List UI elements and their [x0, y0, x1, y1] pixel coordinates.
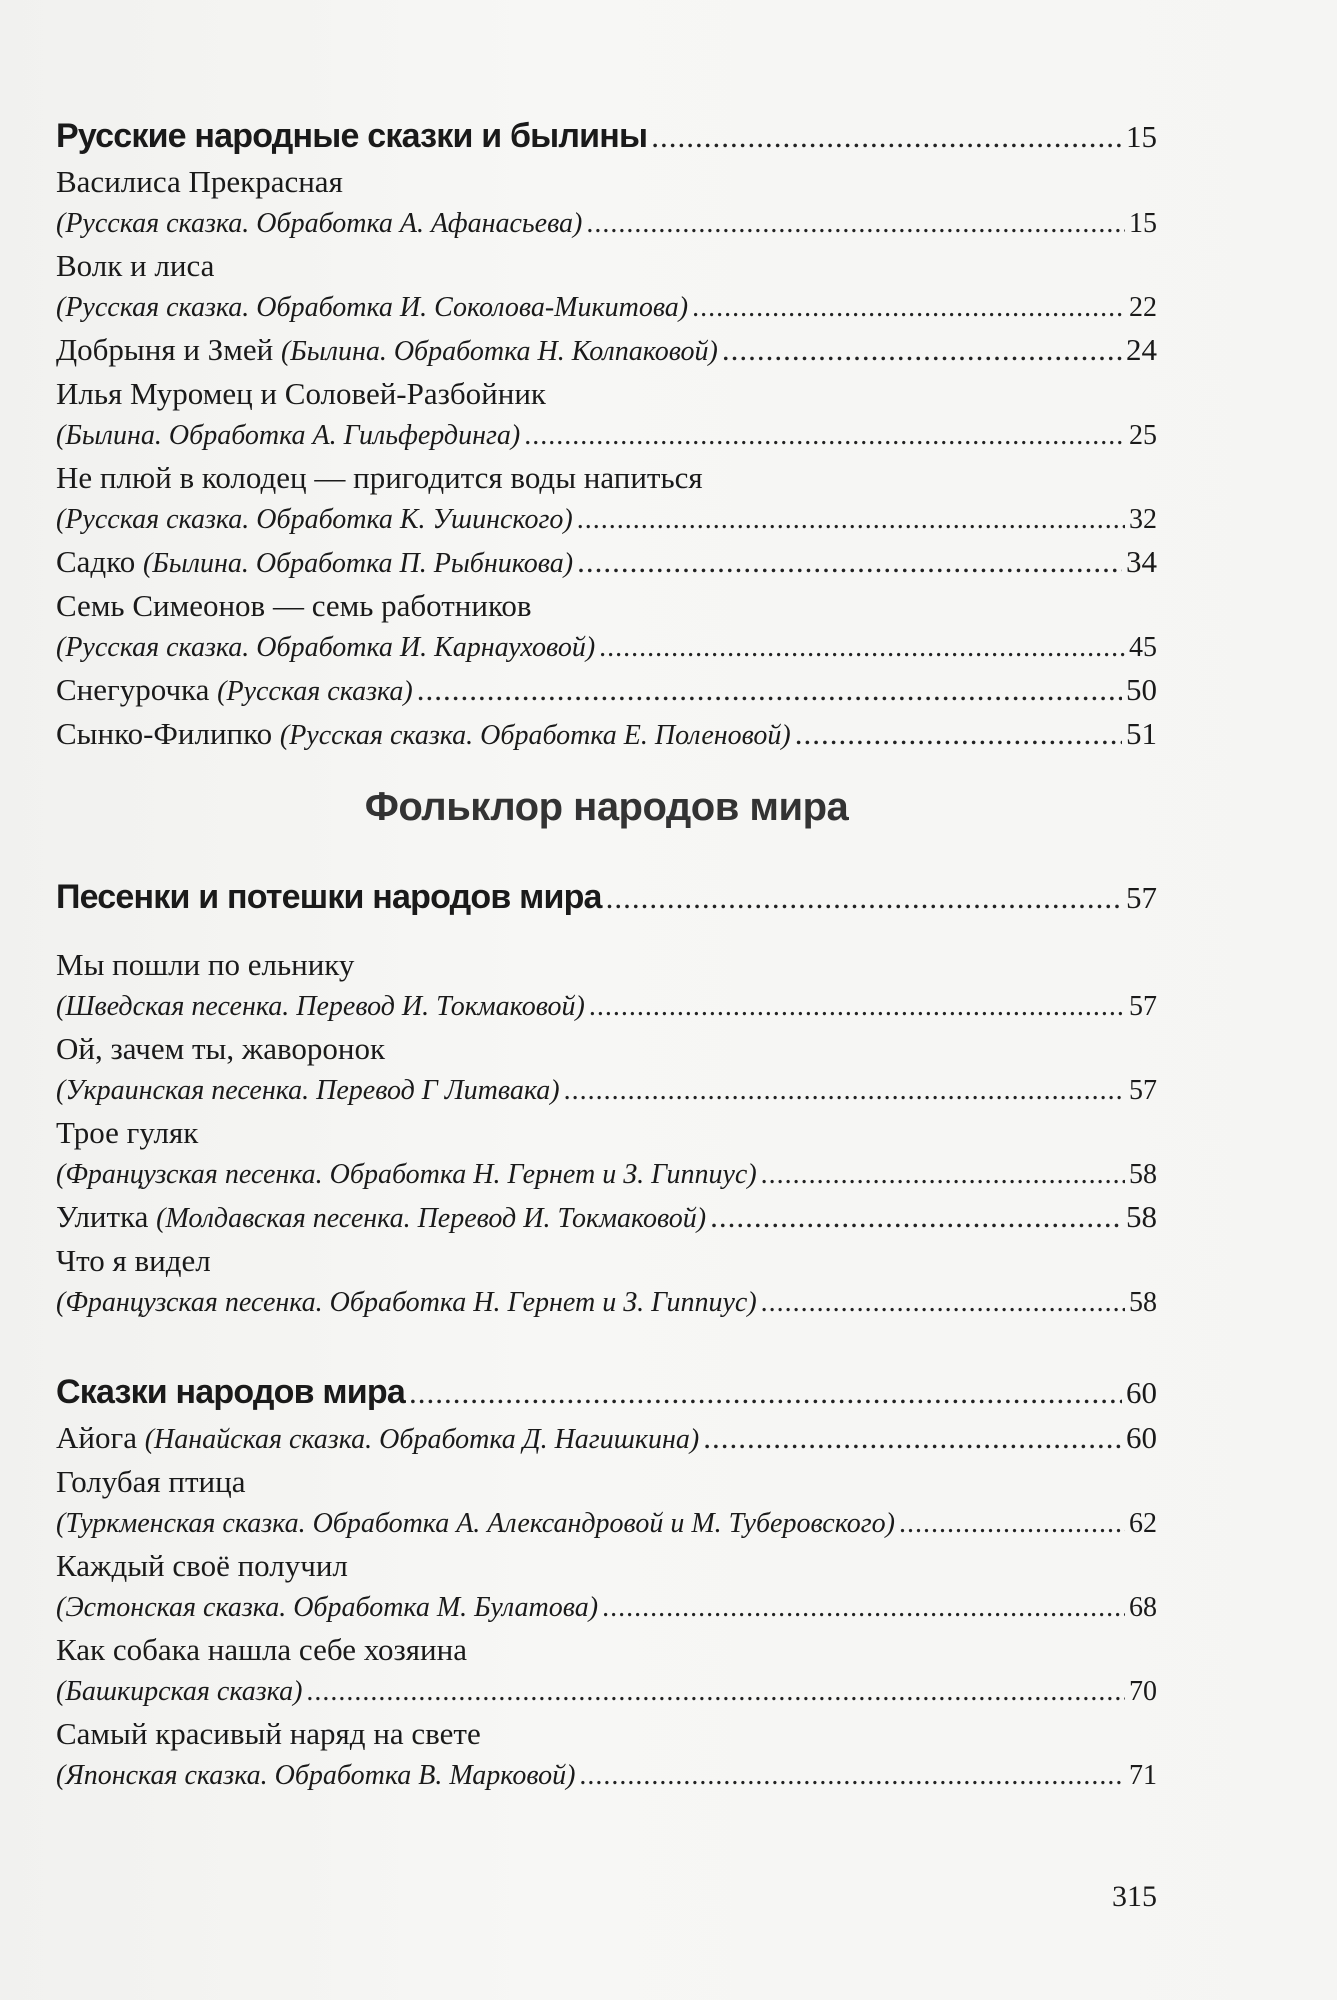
leader-dots	[722, 329, 1122, 371]
leader-dots	[606, 874, 1122, 922]
leader-dots	[692, 287, 1125, 329]
leader-dots	[409, 1369, 1122, 1417]
entry-title: Как собака нашла себе хозяина	[56, 1632, 467, 1667]
leader-dots	[564, 1070, 1125, 1112]
toc-entry[interactable]	[56, 1755, 1157, 1797]
entry-source: (Молдавская песенка. Перевод И. Токмаковой)	[156, 1203, 707, 1234]
entry-title: Снегурочка	[56, 672, 210, 707]
toc-entry[interactable]	[56, 1417, 1157, 1461]
section-title: Песенки и потешки народов мира	[56, 878, 602, 916]
page-ref: 58	[1129, 1287, 1157, 1318]
toc-entry[interactable]	[56, 1282, 1157, 1324]
entry-title: Не плюй в колодец — пригодится воды напиться	[56, 460, 703, 495]
entry-source: (Русская сказка. Обработка И. Соколова-Микитова)	[56, 292, 689, 323]
page-number: 315	[1112, 1880, 1157, 1913]
section-heading[interactable]	[56, 873, 1157, 922]
leader-dots	[524, 415, 1125, 457]
page-ref: 24	[1126, 332, 1157, 367]
leader-dots	[417, 669, 1122, 711]
section-heading[interactable]	[56, 112, 1157, 161]
entry-source: (Былина. Обработка П. Рыбникова)	[142, 548, 574, 579]
page-ref: 68	[1129, 1592, 1157, 1623]
entry-title: Трое гуляк	[56, 1115, 199, 1150]
toc-entry[interactable]	[56, 986, 1157, 1028]
entry-source: (Башкирская сказка)	[56, 1676, 303, 1707]
leader-dots	[710, 1196, 1122, 1238]
toc-entry[interactable]	[56, 499, 1157, 541]
entry-source: (Русская сказка. Обработка Е. Поленовой)	[279, 720, 791, 751]
entry-source: (Туркменская сказка. Обработка А. Александровой и М. Туберовского)	[56, 1508, 895, 1539]
entry-source: (Нанайская сказка. Обработка Д. Нагишкина)	[144, 1424, 700, 1455]
toc-entry[interactable]	[56, 713, 1157, 757]
entry-source: (Русская сказка. Обработка А. Афанасьева)	[56, 208, 583, 239]
entry-source: (Русская сказка. Обработка К. Ушинского)	[56, 504, 573, 535]
page-ref: 57	[1129, 1075, 1157, 1106]
entry-source: (Шведская песенка. Перевод И. Токмаковой)	[56, 991, 585, 1022]
toc-entry[interactable]	[56, 203, 1157, 245]
leader-dots	[589, 986, 1125, 1028]
entry-title: Василиса Прекрасная	[56, 164, 343, 199]
entry-title: Волк и лиса	[56, 248, 215, 283]
page-ref: 60	[1126, 1375, 1157, 1410]
entry-title: Айога	[56, 1420, 137, 1455]
page-ref: 34	[1126, 544, 1157, 579]
toc-entry[interactable]	[56, 627, 1157, 669]
section-title: Сказки народов мира	[56, 1373, 405, 1411]
page-ref: 50	[1126, 672, 1157, 707]
entry-source: (Японская сказка. Обработка В. Марковой)	[56, 1760, 576, 1791]
entry-source: (Былина. Обработка А. Гильфердинга)	[56, 420, 521, 451]
toc-entry[interactable]	[56, 1070, 1157, 1112]
entry-title: Каждый своё получил	[56, 1548, 348, 1583]
page-ref: 58	[1126, 1199, 1157, 1234]
entry-title: Ой, зачем ты, жаворонок	[56, 1031, 386, 1066]
leader-dots	[579, 1755, 1125, 1797]
entry-source: (Русская сказка. Обработка И. Карнауховой)	[56, 632, 596, 663]
toc-entry[interactable]	[56, 1671, 1157, 1713]
entry-title: Семь Симеонов — семь работников	[56, 588, 532, 623]
page-ref: 51	[1126, 716, 1157, 751]
leader-dots	[703, 1417, 1122, 1459]
page-ref: 60	[1126, 1420, 1157, 1455]
page-ref: 15	[1129, 208, 1157, 239]
page-ref: 70	[1129, 1676, 1157, 1707]
toc-entry[interactable]	[56, 669, 1157, 713]
toc-entry[interactable]	[56, 1503, 1157, 1545]
table-of-contents	[56, 112, 1157, 1797]
part-title: Фольклор народов мира	[364, 785, 849, 829]
leader-dots	[761, 1282, 1125, 1324]
toc-entry[interactable]	[56, 287, 1157, 329]
leader-dots	[599, 627, 1125, 669]
leader-dots	[306, 1671, 1125, 1713]
entry-source: (Французская песенка. Обработка Н. Гернет и З. Гиппиус)	[56, 1287, 757, 1318]
page-ref: 15	[1126, 119, 1157, 154]
leader-dots	[577, 541, 1122, 583]
leader-dots	[899, 1503, 1125, 1545]
entry-title: Голубая птица	[56, 1464, 246, 1499]
leader-dots	[602, 1587, 1125, 1629]
entry-source: (Эстонская сказка. Обработка М. Булатова)	[56, 1592, 599, 1623]
leader-dots	[795, 713, 1122, 755]
entry-source: (Французская песенка. Обработка Н. Гернет и З. Гиппиус)	[56, 1159, 757, 1190]
entry-title: Мы пошли по ельнику	[56, 947, 355, 982]
entry-title: Илья Муромец и Соловей-Разбойник	[56, 376, 546, 411]
page-ref: 58	[1129, 1159, 1157, 1190]
toc-entry[interactable]	[56, 329, 1157, 373]
toc-entry[interactable]	[56, 415, 1157, 457]
page-ref: 71	[1129, 1760, 1157, 1791]
toc-entry[interactable]	[56, 541, 1157, 585]
leader-dots	[586, 203, 1125, 245]
toc-entry[interactable]	[56, 1154, 1157, 1196]
page-ref: 32	[1129, 504, 1157, 535]
page-ref: 25	[1129, 420, 1157, 451]
page-ref: 22	[1129, 292, 1157, 323]
entry-source: (Былина. Обработка Н. Колпаковой)	[280, 336, 718, 367]
page-ref: 57	[1126, 880, 1157, 915]
leader-dots	[651, 113, 1122, 161]
entry-title: Что я видел	[56, 1243, 211, 1278]
page-ref: 57	[1129, 991, 1157, 1022]
entry-title: Улитка	[56, 1199, 149, 1234]
section-title: Русские народные сказки и былины	[56, 117, 648, 155]
entry-title: Добрыня и Змей	[56, 332, 274, 367]
page-ref: 62	[1129, 1508, 1157, 1539]
entry-source: (Украинская песенка. Перевод Г Литвака)	[56, 1075, 560, 1106]
section-heading[interactable]	[56, 1368, 1157, 1417]
entry-title: Сынко-Филипко	[56, 716, 273, 751]
entry-title: Садко	[56, 544, 136, 579]
entry-source: (Русская сказка)	[217, 676, 413, 707]
toc-entry[interactable]	[56, 1196, 1157, 1240]
toc-entry[interactable]	[56, 1587, 1157, 1629]
page-ref: 45	[1129, 632, 1157, 663]
leader-dots	[577, 499, 1125, 541]
leader-dots	[761, 1154, 1125, 1196]
entry-title: Самый красивый наряд на свете	[56, 1716, 481, 1751]
